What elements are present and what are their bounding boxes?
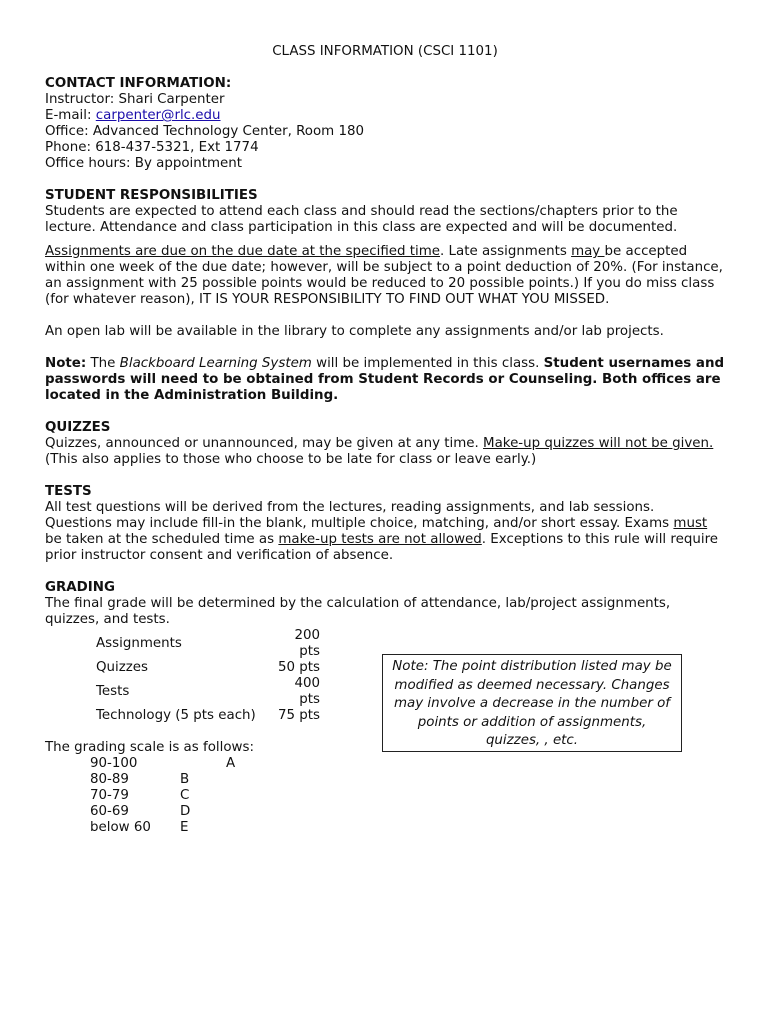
note-system-name: Blackboard Learning System	[119, 356, 312, 371]
open-lab-paragraph: An open lab will be available in the library to complete any assignments and/or lab projects.	[45, 324, 664, 339]
scale-intro: The grading scale is as follows:	[45, 740, 254, 755]
points-table	[96, 628, 320, 724]
due-phrase-3: at the specified time	[297, 244, 441, 259]
scale-range: below 60	[90, 820, 151, 835]
contact-heading: CONTACT INFORMATION:	[45, 76, 232, 91]
scale-grade: D	[180, 804, 191, 819]
tests-mid: be taken at the scheduled time as	[45, 532, 279, 547]
quizzes-makeup: Make-up quizzes will not be given.	[483, 436, 714, 451]
office-line: Office: Advanced Technology Center, Room 180	[45, 124, 365, 139]
grading-intro: The final grade will be determined by the calculation of attendance, lab/project assignments, quizzes, and tests.	[45, 596, 671, 627]
phone-line: Phone: 618-437-5321, Ext 1774	[45, 140, 259, 155]
points-row	[96, 676, 320, 708]
scale-grade: B	[180, 772, 190, 787]
points-value: 75 pts	[277, 708, 320, 723]
tests-must: must	[673, 516, 708, 531]
email-link[interactable]: carpenter@rlc.edu	[95, 108, 221, 123]
points-row	[96, 628, 320, 660]
due-phrase-2: on the due date	[190, 244, 298, 259]
points-value: 200 pts	[294, 628, 320, 659]
tests-post: . Exceptions to this rule will require prior instructor consent and verification of absence.	[45, 532, 719, 563]
quizzes-paragraph	[45, 436, 725, 468]
responsibilities-paragraph-1: Students are expected to attend each class and should read the sections/chapters prior to the lecture. Attendance and class participation in this class are expected and will be documented.	[45, 204, 678, 235]
instructor-line: Instructor: Shari Carpenter	[45, 92, 225, 107]
scale-row	[90, 820, 235, 836]
scale-row	[90, 756, 235, 772]
responsibilities-heading: STUDENT RESPONSIBILITIES	[45, 188, 258, 203]
scale-range: 80-89	[90, 772, 129, 787]
points-name: Tests	[96, 684, 130, 699]
scale-row	[90, 772, 235, 788]
email-line	[45, 108, 725, 124]
scale-grade: C	[180, 788, 190, 803]
email-label: E-mail:	[45, 108, 96, 123]
quizzes-heading: QUIZZES	[45, 420, 111, 435]
point-distribution-note: Note: The point distribution listed may be modified as deemed necessary. Changes may involve a decrease in the number of points or addition of assignments, quizzes, , etc.	[382, 654, 682, 752]
scale-range: 70-79	[90, 788, 129, 803]
scale-grade: A	[226, 756, 236, 771]
grading-heading: GRADING	[45, 580, 115, 595]
scale-range: 90-100	[90, 756, 138, 771]
responsibilities-paragraph-2	[45, 244, 725, 308]
note-pre: The	[86, 356, 120, 371]
scale-grade: E	[180, 820, 189, 835]
points-value: 50 pts	[277, 660, 320, 675]
hours-line: Office hours: By appointment	[45, 156, 243, 171]
due-phrase-1: Assignments are due	[45, 244, 191, 259]
tests-paragraph	[45, 500, 725, 564]
points-row	[96, 660, 320, 676]
points-name: Technology (5 pts each)	[96, 708, 256, 723]
late-policy-text: be accepted within one week of the due date; however, will be subject to a point deduction of 20%. (For instance, an assignment with 25 possible points would be reduced to 20 possible points.) If you do miss class (for whatever reason), IT IS YOUR RESPONSIBILITY TO FIND OUT WHAT YOU MISSED.	[45, 244, 723, 307]
tests-heading: TESTS	[45, 484, 92, 499]
scale-row	[90, 788, 235, 804]
note-mid: will be implemented in this class.	[311, 356, 544, 371]
tests-makeup: make-up tests are not allowed	[278, 532, 482, 547]
scale-range: 60-69	[90, 804, 129, 819]
late-text: . Late assignments	[440, 244, 572, 259]
scale-row	[90, 804, 235, 820]
note-bold-text: Student usernames and passwords will need to be obtained from Student Records or Counseling. Both offices are located in the Administration Building.	[45, 356, 725, 403]
document-title: CLASS INFORMATION (CSCI 1101)	[272, 44, 498, 59]
blackboard-note	[45, 356, 725, 404]
quizzes-pre: Quizzes, announced or unannounced, may be given at any time.	[45, 436, 484, 451]
grading-scale-table	[90, 756, 235, 836]
points-value: 400 pts	[294, 676, 320, 707]
points-name: Quizzes	[96, 660, 149, 675]
points-row	[96, 708, 320, 724]
tests-pre: All test questions will be derived from the lectures, reading assignments, and lab sessions. Questions may include fill-in the blank, multiple choice, matching, and/or short essay. Exams	[45, 500, 674, 531]
note-label: Note:	[45, 356, 87, 371]
may-word: may	[571, 244, 605, 259]
points-name: Assignments	[96, 636, 182, 651]
quizzes-post: (This also applies to those who choose to be late for class or leave early.)	[45, 452, 537, 467]
